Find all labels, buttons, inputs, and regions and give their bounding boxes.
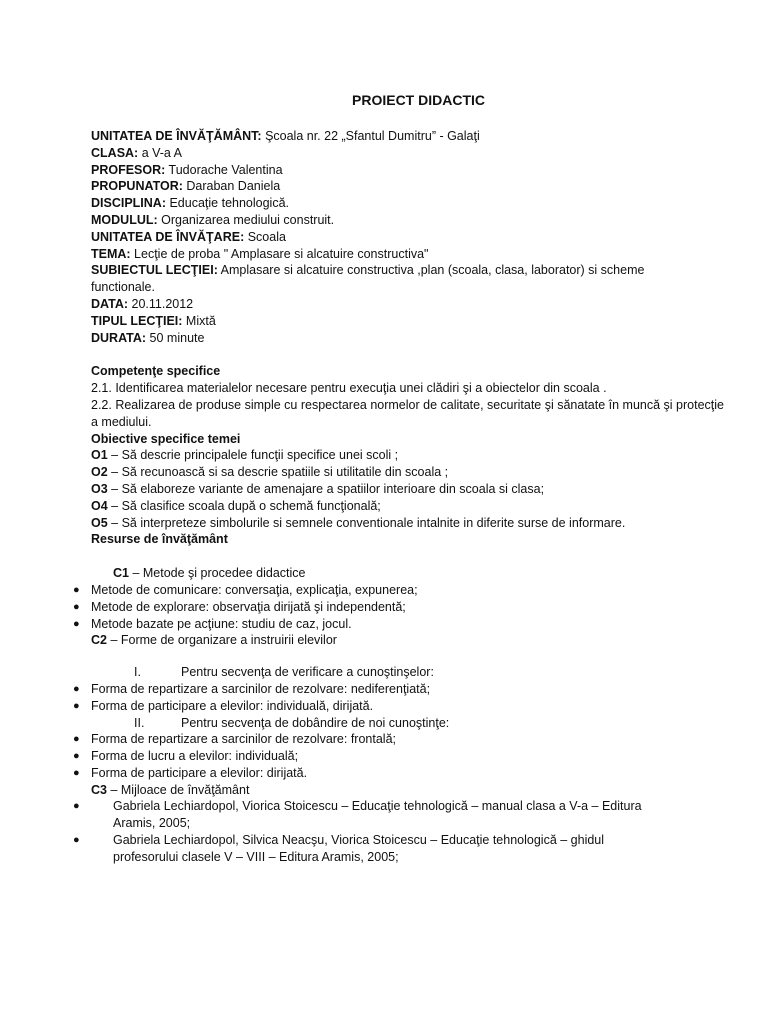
bullet-icon: ● [73,750,80,763]
c2-group-title: Pentru secvenţa de verificare a cunoştinşelor: [181,665,434,680]
c2-heading [91,632,728,649]
roman-numeral: II. [134,715,145,730]
c1-list [73,582,728,632]
field-profesor [91,162,728,179]
bullet-icon: ● [73,682,80,695]
obiectiv-code: O2 [91,465,108,480]
list-item [73,798,668,832]
obiectiv-item [91,498,728,515]
obiectiv-text: – Să descrie principalele funcţii specifice unei scoli ; [107,448,399,463]
bullet-icon: ● [73,600,80,613]
roman-numeral: I. [134,665,141,680]
list-item [73,599,728,616]
obiectiv-code: O3 [91,481,108,496]
obiectiv-text: – Să clasifice scoala după o schemă funcţională; [107,498,381,513]
field-tema [91,246,728,263]
bullet-icon: ● [73,583,80,596]
field-value: Organizarea mediului construit. [157,212,335,227]
bullet-icon: ● [73,617,80,630]
list-item [73,582,728,599]
field-data [91,296,728,313]
c3-list [73,798,728,865]
list-item [73,832,668,866]
bullet-icon: ● [73,800,80,813]
field-label: MODULUL: [91,212,158,227]
field-label: UNITATEA DE ÎNVĂŢARE: [91,229,245,244]
c3-title: – Mijloace de învăţământ [106,782,250,797]
field-modulul [91,212,728,229]
field-value: Lecţie de proba " Amplasare si alcatuire constructiva" [130,246,429,261]
document-title: PROIECT DIDACTIC [352,92,485,108]
obiectiv-item [91,481,728,498]
c1-code: C1 [113,566,129,581]
field-value: a V-a A [138,145,182,160]
field-label: SUBIECTUL LECŢIEI: [91,263,218,278]
spacer [91,346,728,363]
field-label: TEMA: [91,246,131,261]
field-value: Tudorache Valentina [165,162,283,177]
c1-heading [91,565,728,582]
field-label: UNITATEA DE ÎNVĂŢĂMÂNT: [91,129,262,143]
bullet-icon: ● [73,766,80,779]
competenta-item: 2.1. Identificarea materialelor necesare pentru execuţia unei clădiri şi a obiectelor din scoala . [91,381,607,396]
field-propunator [91,178,728,195]
list-item [73,748,728,765]
c2-code: C2 [91,633,107,648]
list-item [73,765,728,782]
obiectiv-code: O5 [91,515,108,530]
field-disciplina [91,195,728,212]
c2-group-list [73,731,728,781]
obiectiv-code: O4 [91,498,108,513]
obiectiv-item [91,464,728,481]
field-label: CLASA: [91,145,139,160]
list-item [73,698,728,715]
c2-group-heading [91,664,728,681]
field-value: Şcoala nr. 22 „Sfantul Dumitru” - Galaţi [261,129,480,143]
list-item [73,681,728,698]
list-item-text: Metode de explorare: observaţia dirijată şi independentă; [91,599,406,614]
field-label: DURATA: [91,330,147,345]
c1-title: – Metode şi procedee didactice [128,566,306,581]
c3-code: C3 [91,782,107,797]
field-value: Scoala [244,229,286,244]
obiectiv-item [91,515,728,532]
field-value: Mixtă [182,313,216,328]
resurse-heading: Resurse de învăţământ [91,532,228,547]
field-unitatea-invatare [91,229,728,246]
field-value: Daraban Daniela [182,179,281,194]
obiectiv-text: – Să interpreteze simbolurile si semnele conventionale intalnite in diferite surse de informare. [107,515,626,530]
competente-heading: Competenţe specifice [91,364,221,379]
field-value: Educaţie tehnologică. [166,196,290,211]
c2-group-title: Pentru secvenţa de dobândire de noi cunoştinţe: [181,715,450,730]
list-item-text: Forma de participare a elevilor: individuală, dirijată. [91,698,374,713]
list-item-text: Forma de participare a elevilor: dirijată. [91,765,308,780]
field-tipul [91,313,728,330]
field-subiectul [91,262,728,296]
list-item-text: Forma de lucru a elevilor: individuală; [91,749,299,764]
spacer [91,649,728,664]
c2-group-heading [91,715,728,732]
field-clasa [91,145,728,162]
field-label: PROFESOR: [91,162,166,177]
list-item-text: Forma de repartizare a sarcinilor de rezolvare: frontală; [91,732,396,747]
obiectiv-text: – Să recunoască si sa descrie spatiile si utilitatile din scoala ; [107,465,449,480]
list-item-text: Gabriela Lechiardopol, Viorica Stoicescu – Educaţie tehnologică – manual clasa a V-a – Editura Aramis, 2005; [113,799,642,831]
field-value: Amplasare si alcatuire constructiva ,plan (scoala, clasa, laborator) si scheme functionale. [91,263,645,295]
c3-heading [91,782,728,799]
list-item [73,731,728,748]
field-durata [91,330,728,347]
list-item [73,616,728,633]
field-value: 50 minute [146,330,205,345]
list-item-text: Metode bazate pe acţiune: studiu de caz, jocul. [91,616,352,631]
obiectiv-code: O1 [91,448,108,463]
competenta-item: 2.2. Realizarea de produse simple cu respectarea normelor de calitate, securitate şi sănatate în muncă şi protecţie a mediului. [91,397,724,429]
c2-group-list [73,681,728,715]
list-item-text: Forma de repartizare a sarcinilor de rezolvare: nediferenţiată; [91,681,431,696]
field-label: PROPUNATOR: [91,179,183,194]
list-item-text: Metode de comunicare: conversaţia, explicaţia, expunerea; [91,582,418,597]
field-unitatea [91,128,728,145]
bullet-icon: ● [73,834,80,847]
bullet-icon: ● [73,699,80,712]
c2-title: – Forme de organizare a instruirii elevilor [106,633,337,648]
field-value: 20.11.2012 [128,296,194,311]
bullet-icon: ● [73,733,80,746]
field-label: DISCIPLINA: [91,196,166,211]
field-label: DATA: [91,296,129,311]
list-item-text: Gabriela Lechiardopol, Silvica Neacşu, Viorica Stoicescu – Educaţie tehnologică – ghidul profesorului clasele V – VIII – Editura Aramis, 2005; [113,833,605,864]
obiectiv-text: – Să elaboreze variante de amenajare a spatiilor interioare din scoala si clasa; [107,481,545,496]
field-label: TIPUL LECŢIEI: [91,313,183,328]
obiective-heading: Obiective specifice temei [91,431,241,446]
header-fields [91,128,728,346]
spacer [91,548,728,565]
obiectiv-item [91,447,728,464]
